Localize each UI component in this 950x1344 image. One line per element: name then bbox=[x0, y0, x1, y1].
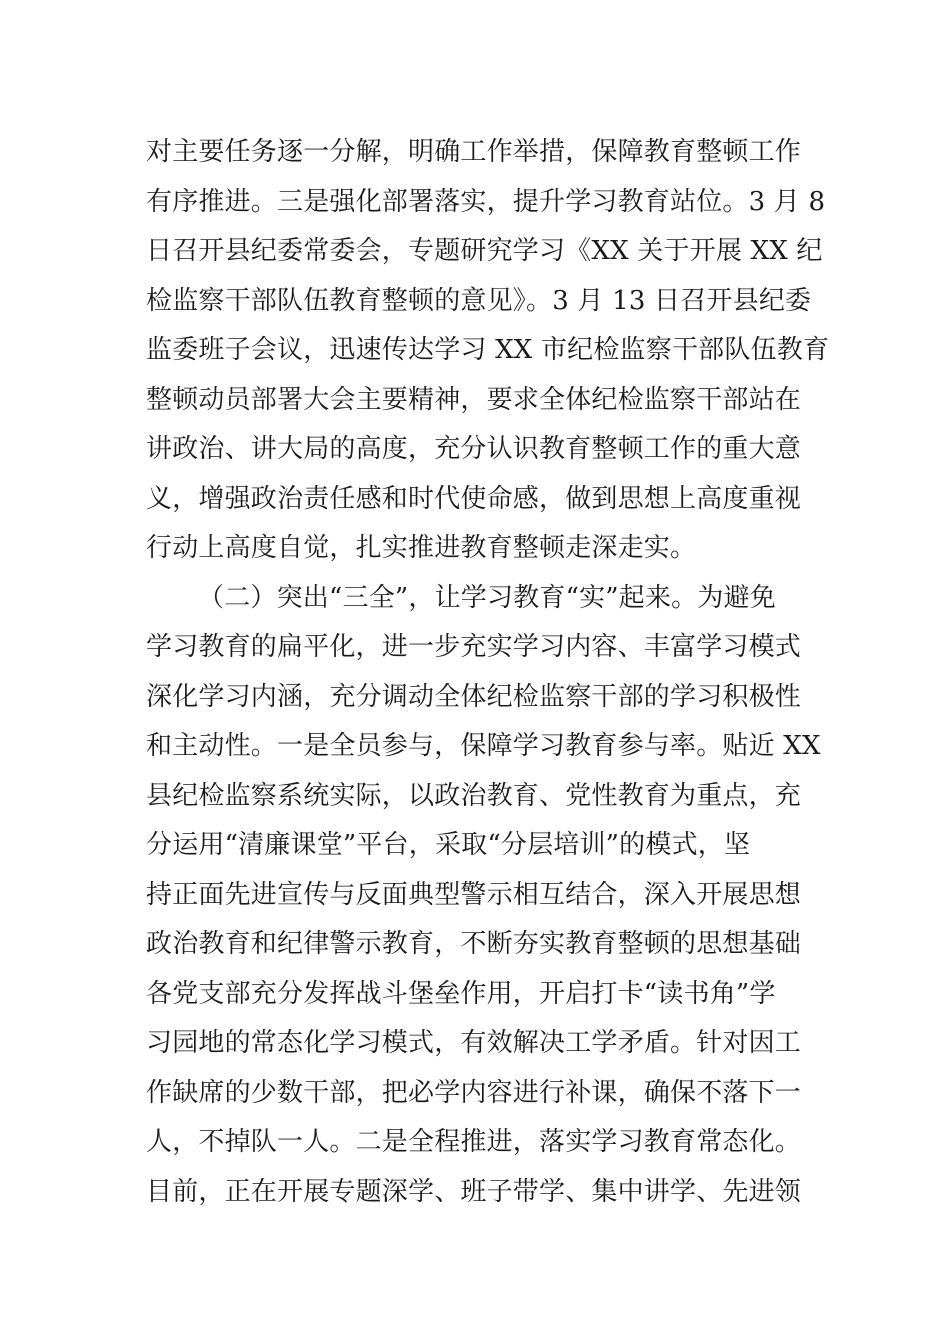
text-line: 各党支部充分发挥战斗堡垒作用，开启打卡“读书角”学 bbox=[146, 978, 776, 1009]
text-line: 持正面先进宣传与反面典型警示相互结合，深入开展思想 bbox=[146, 879, 802, 910]
text-line: 习园地的常态化学习模式，有效解决工学矛盾。针对因工 bbox=[146, 1028, 802, 1058]
text-line: 义，增强政治责任感和时代使命感，做到思想上高度重视 bbox=[146, 483, 802, 514]
text-line: 行动上高度自觉，扎实推进教育整顿走深走实。 bbox=[146, 533, 697, 563]
text-line: 县纪检监察系统实际，以政治教育、党性教育为重点，充 bbox=[146, 780, 802, 811]
text-line: 讲政治、讲大局的高度，充分认识教育整顿工作的重大意 bbox=[146, 434, 802, 464]
text-line: 作缺席的少数干部，把必学内容进行补课，确保不落下一 bbox=[146, 1077, 802, 1108]
text-line: 深化学习内涵，充分调动全体纪检监察干部的学习积极性 bbox=[146, 681, 802, 712]
body-text bbox=[146, 128, 830, 1217]
text-line: 政治教育和纪律警示教育，不断夯实教育整顿的思想基础 bbox=[146, 929, 802, 959]
paragraph-start-line: （二）突出“三全”，让学习教育“实”起来。为避免 bbox=[198, 582, 776, 613]
text-line: 和主动性。一是全员参与，保障学习教育参与率。贴近 XX bbox=[146, 731, 821, 761]
text-line: 对主要任务逐一分解，明确工作举措，保障教育整顿工作 bbox=[146, 137, 802, 167]
text-line: 人，不掉队一人。二是全程推进，落实学习教育常态化。 bbox=[146, 1127, 802, 1157]
text-line: 日召开县纪委常委会，专题研究学习《XX 关于开展 XX 纪 bbox=[146, 236, 823, 266]
text-line: 整顿动员部署大会主要精神，要求全体纪检监察干部站在 bbox=[146, 384, 802, 415]
text-line: 有序推进。三是强化部署落实，提升学习教育站位。3 月 8 bbox=[146, 186, 826, 217]
text-line: 分运用“清廉课堂”平台，采取“分层培训”的模式，坚 bbox=[146, 830, 751, 860]
text-line: 检监察干部队伍教育整顿的意见》。3 月 13 日召开县纪委 bbox=[146, 285, 812, 316]
text-line: 目前，正在开展专题深学、班子带学、集中讲学、先进领 bbox=[146, 1176, 802, 1207]
text-line: 学习教育的扁平化，进一步充实学习内容、丰富学习模式 bbox=[146, 632, 802, 662]
text-line: 监委班子会议，迅速传达学习 XX 市纪检监察干部队伍教育 bbox=[146, 335, 830, 365]
